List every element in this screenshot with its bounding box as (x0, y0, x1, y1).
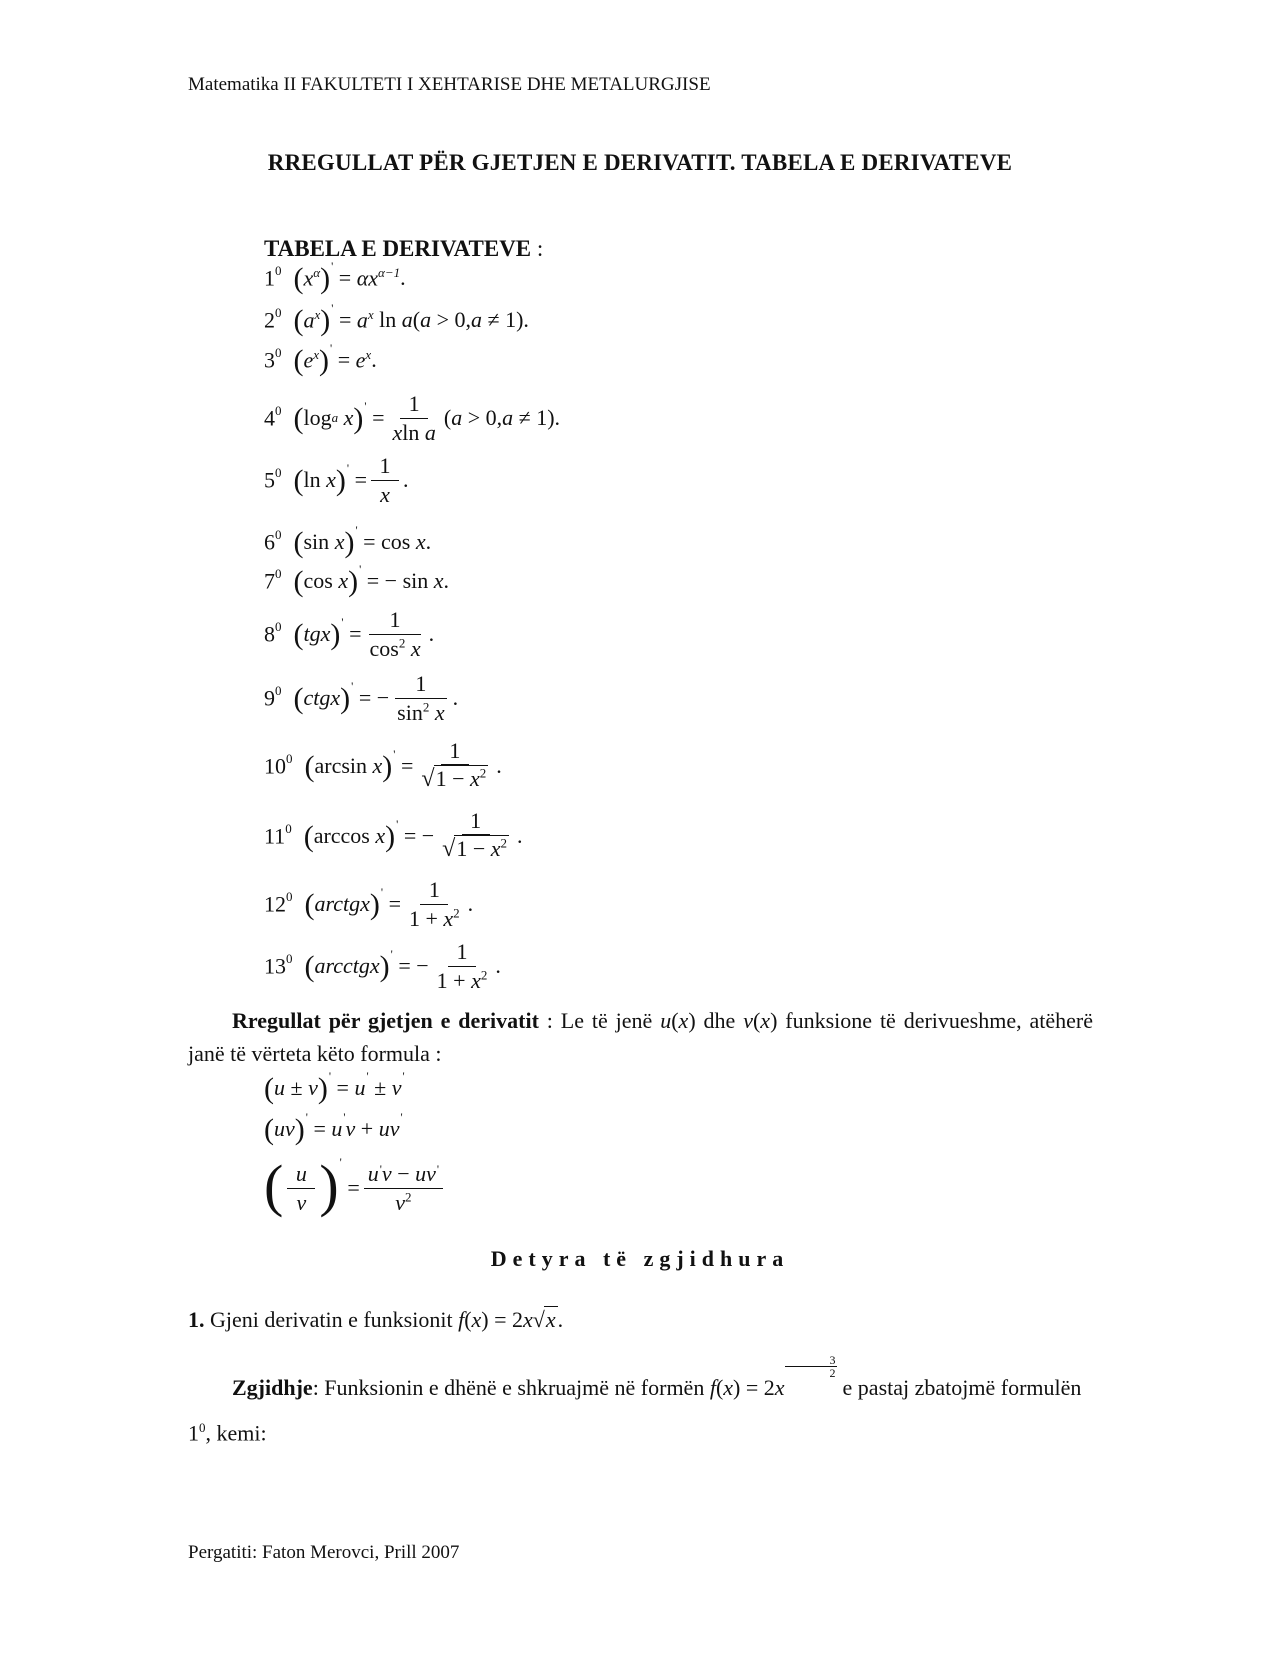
formula-number: $11^0$ (264, 820, 292, 849)
formula-number: $1^0$ (264, 262, 282, 291)
solution-label: Zgjidhje (232, 1375, 313, 1400)
problem-statement: 1. Gjeni derivatin e funksionit f(x) = 2x√x. (188, 1307, 564, 1332)
formula-number: $9^0$ (264, 682, 282, 711)
rule-quotient: ( $\frac{u}{v}$ ) ' = $\frac{u'v - uv'}{v^2}$ (264, 1148, 447, 1228)
formula-number: $12^0$ (264, 888, 293, 917)
formula-number: $7^0$ (264, 565, 282, 594)
formula-number: $2^0$ (264, 304, 282, 333)
formula-11: $11^0$ ( arccos x ) ' = − $\frac{1}{√1 - x^2}$ . (264, 808, 523, 863)
formula-8: $8^0$ ( tgx ) ' = $\frac{1}{\cos^2 x}$ . (264, 607, 435, 661)
section-title: Detyra të zgjidhura (490, 1246, 790, 1271)
formula-number: $10^0$ (264, 750, 293, 779)
formula-6: $6^0$ ( sin x ) ' = cos x . (264, 522, 432, 559)
formula-2: $2^0$ ( $a^x$ ) ' = $a^x$ ln a ( a > 0, a ≠ 1). (264, 300, 529, 337)
table-title-colon: : (531, 236, 544, 261)
formula-10: $10^0$ ( arcsin x ) ' = $\frac{1}{√1 - x^2}$ . (264, 738, 502, 793)
formula-3: $3^0$ ( $e^x$ ) ' = $e^x$ . (264, 340, 377, 377)
table-title-label: TABELA E DERIVATEVE (264, 236, 532, 261)
formula-12: $12^0$ ( arctgx ) ' = $\frac{1}{1 + x^2}$ . (264, 877, 474, 931)
rules-paragraph: Rregullat për gjetjen e derivatit : Le të jenë u(x) dhe v(x) funksione të derivueshme, atëherë janë të vërteta këto formula : (188, 1008, 1094, 1066)
formula-7: $7^0$ ( cos x ) ' = − sin x . (264, 561, 450, 598)
page-title: RREGULLAT PËR GJETJEN E DERIVATIT. TABELA E DERIVATEVE (267, 150, 1013, 175)
formula-4: $4^0$ ( log a x ) ' = $\frac{1}{\text{xln a}}$ ( a > 0, a ≠ 1). (264, 391, 561, 445)
formula-number: $3^0$ (264, 344, 282, 373)
page-footer: Pergatiti: Faton Merovci, Prill 2007 (188, 1542, 460, 1563)
formula-number: $6^0$ (264, 526, 282, 555)
formula-number: $8^0$ (264, 618, 282, 647)
page-header: Matematika II FAKULTETI I XEHTARISE DHE METALURGJISE (188, 74, 711, 95)
formula-1: $1^0$ ( $x^\alpha$ ) ' = $\alpha x^{\alpha-1}$ . (264, 258, 406, 295)
formula-number: $5^0$ (264, 464, 282, 493)
solution-paragraph: Zgjidhje: Funksionin e dhënë e shkruajmë në formën f(x) = 2x $\frac{3}{2}$ e pastaj zbatojmë formulën $1^0$, kemi: (188, 1353, 1082, 1446)
formula-5: $5^0$ ( ln x ) ' = $\frac{1}{x}$ . (264, 453, 409, 507)
problem-number: 1. (188, 1307, 205, 1332)
formula-number: $13^0$ (264, 950, 293, 979)
formula-9: $9^0$ ( ctgx ) ' = − $\frac{1}{\sin^2 x}$ . (264, 671, 459, 725)
formula-13: $13^0$ ( arcctgx ) ' = − $\frac{1}{1 + x^2}$ . (264, 939, 501, 993)
rule-product: ( uv ) ' = u ' v + uv ' (264, 1109, 403, 1146)
rule-sum: ( u ± v ) ' = u ' ± v ' (264, 1068, 405, 1105)
rules-heading: Rregullat për gjetjen e derivatit (232, 1008, 539, 1033)
formula-number: $4^0$ (264, 402, 282, 431)
